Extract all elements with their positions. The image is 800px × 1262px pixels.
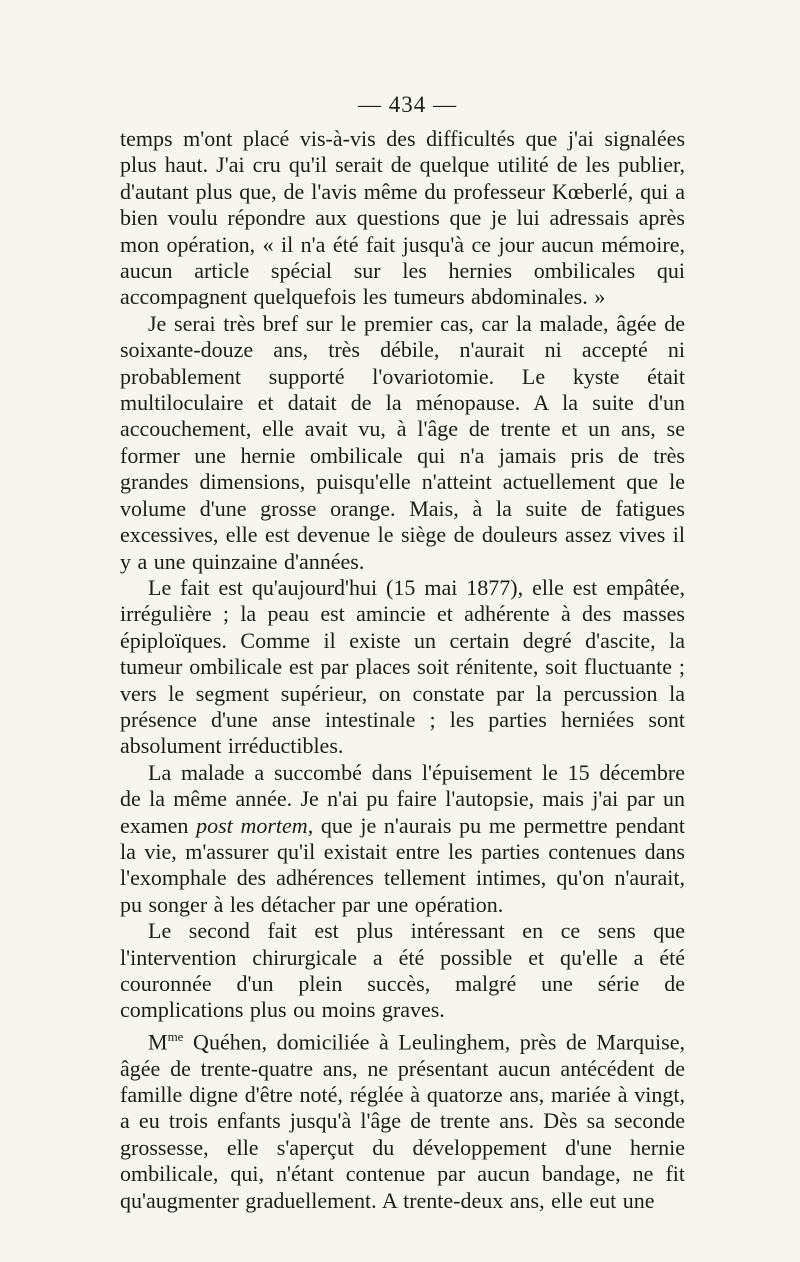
page-number: — 434 — xyxy=(358,92,457,117)
paragraph-2-text: Je serai très bref sur le premier cas, car la malade, âgée de soixante-douze ans, très débile, n'aurait ni accepté ni probablement supporté l'ovariotomie. Le kyste était multiloculaire et datait de la ménopause. A la suite d'un accouchement, elle avait vu, à l'âge de trente et un ans, se former une hernie ombilicale qui n'a jamais pris de très grandes dimensions, puisqu'elle n'atteint actuellement que le volume d'une grosse orange. Mais, à la suite de fatigues excessives, elle est devenue le siège de douleurs assez vives il y a une quinzaine d'années. xyxy=(120,310,685,574)
paragraph-3-text: Le fait est qu'aujourd'hui (15 mai 1877), elle est empâtée, irrégulière ; la peau est amincie et adhérente à des masses épiploïques. Comme il existe un certain degré d'ascite, la tumeur ombilicale est par places soit rénitente, soit fluctuante ; vers le segment supérieur, on constate par la percussion la présence d'une anse intestinale ; les parties herniées sont absolument irréductibles. xyxy=(120,574,685,759)
paragraph-4-italic-term: post mortem xyxy=(196,812,308,838)
body-text xyxy=(120,126,685,1214)
paragraph-2 xyxy=(120,311,685,575)
paragraph-5 xyxy=(120,918,685,1024)
paragraph-1 xyxy=(120,126,685,311)
paragraph-6-superscript: me xyxy=(167,1028,184,1044)
paragraph-4-text-before: La malade a succombé dans l'épuisement le 15 décembre de la même année. Je n'ai pu faire l'autopsie, mais j'ai par un examen xyxy=(120,759,685,838)
paragraph-5-text: Le second fait est plus intéressant en ce sens que l'intervention chirurgicale a été possible et qu'elle a été couronnée d'un plein succès, malgré une série de complications plus ou moins graves. xyxy=(120,918,685,1023)
paragraph-6-text-before: M xyxy=(148,1029,168,1055)
paragraph-6 xyxy=(120,1024,685,1214)
paragraph-3 xyxy=(120,575,685,760)
paragraph-4 xyxy=(120,760,685,918)
paragraph-4-text-after: , que je n'aurais pu me permettre pendant la vie, m'assurer qu'il existait entre les parties contenues dans l'exomphale des adhérences tellement intimes, qu'on n'aurait, pu songer à les détacher par une opération. xyxy=(120,812,686,917)
paragraph-6-text-after: Quéhen, domiciliée à Leulinghem, près de Marquise, âgée de trente-quatre ans, ne présentant aucun antécédent de famille digne d'être noté, réglée à quatorze ans, mariée à vingt, a eu trois enfants jusqu'à l'âge de trente ans. Dès sa seconde grossesse, elle s'aperçut du développement d'une hernie ombilicale, qui, n'étant contenue par aucun bandage, ne fit qu'augmenter graduellement. A trente-deux ans, elle eut une xyxy=(120,1029,685,1213)
paragraph-1-text: temps m'ont placé vis-à-vis des difficultés que j'ai signalées plus haut. J'ai cru qu'il serait de quelque utilité de les publier, d'autant plus que, de l'avis même du professeur Kœberlé, qui a bien voulu répondre aux questions que je lui adressais après mon opération, « il n'a été fait jusqu'à ce jour aucun mémoire, aucun article spécial sur les hernies ombilicales qui accompagnent quelquefois les tumeurs abdominales. » xyxy=(120,126,685,310)
